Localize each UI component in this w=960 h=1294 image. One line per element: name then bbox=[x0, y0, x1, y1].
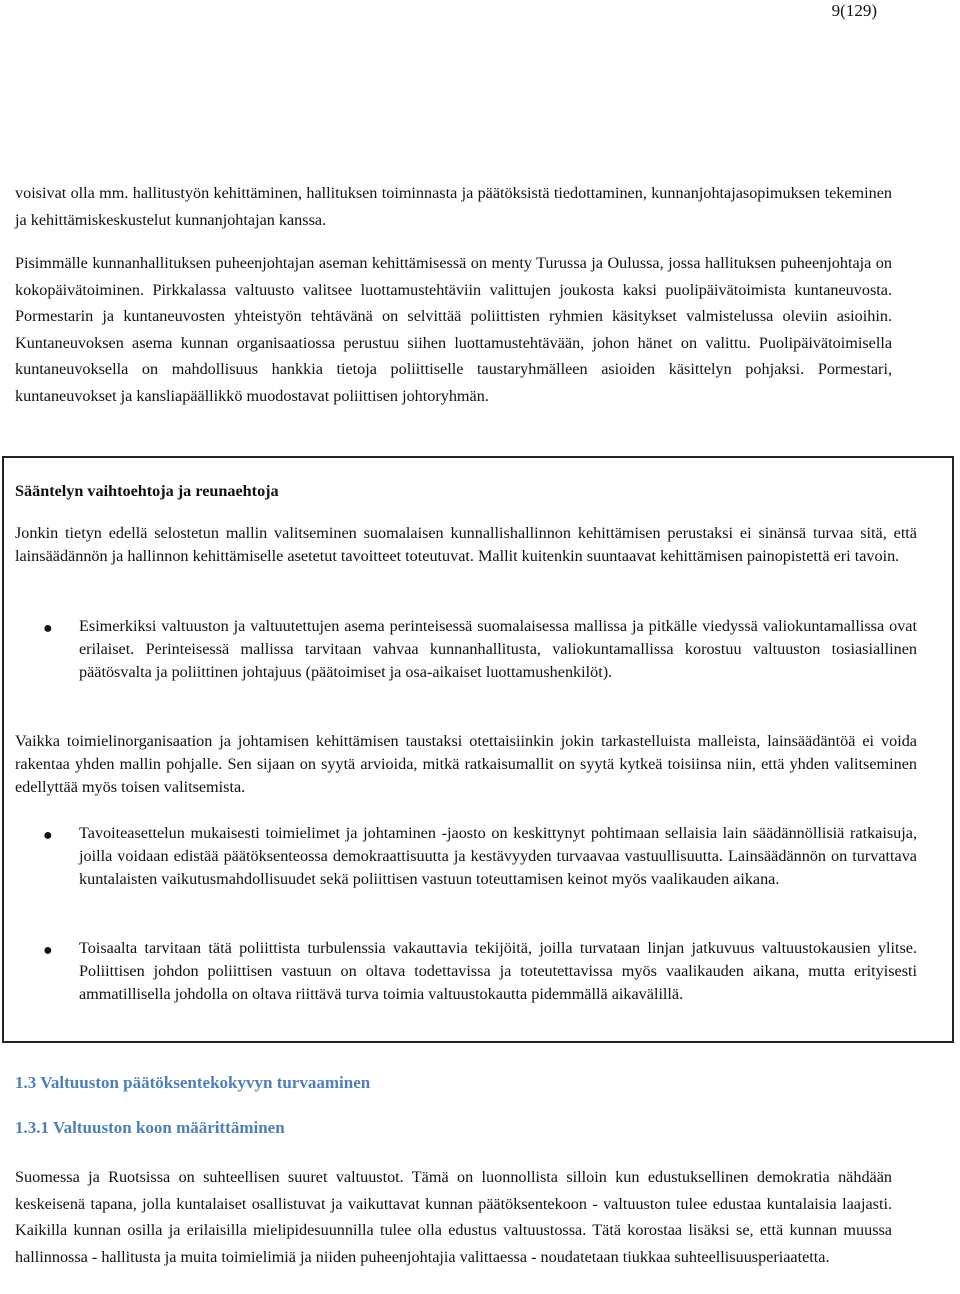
box-title: Sääntelyn vaihtoehtoja ja reunaehtoja bbox=[15, 482, 279, 500]
box-bullet-3 bbox=[15, 937, 917, 1006]
paragraph-council-size: Suomessa ja Ruotsissa on suhteellisen suuret valtuustot. Tämä on luonnollista silloin kun edustuksellinen demokratia nähdään keskeisenä tapana, jolla kuntalaiset osallistuvat ja vaikuttavat kunnan päätöksentekoon - valtuuston tulee edustaa kuntalaisia laajasti. Kaikilla kunnan osilla ja erilaisilla mielipidesuunnilla tulee olla edustus valtuustossa. Tätä korostaa lisäksi se, että kunnan muussa hallinnossa - hallitusta ja muita toimielimiä ja niiden puheenjohtajia valittaessa - noudatetaan tiukkaa suhteellisuusperiaatetta. bbox=[15, 1168, 892, 1266]
box-bullet-1 bbox=[15, 615, 917, 684]
page-number: 9(129) bbox=[831, 1, 877, 20]
section-heading-1-3-1: 1.3.1 Valtuuston koon määrittäminen bbox=[15, 1118, 285, 1137]
paragraph-chair-position: Pisimmälle kunnanhallituksen puheenjohtajan aseman kehittämisessä on menty Turussa ja Oulussa, jossa hallituksen puheenjohtaja on kokopäivätoiminen. Pirkkalassa valtuusto valitsee luottamustehtäviin valittujen joukosta kaksi puolipäivätoimista kuntaneuvosta. Pormestarin ja kuntaneuvosten yhteistyön tehtävänä on selvittää poliittisten ryhmien käsitykset valmistelussa oleviin asioihin. Kuntaneuvoksen asema kunnan organisaatiossa perustuu siihen luottamustehtävään, johon hänet on valittu. Puolipäivätoimisella kuntaneuvoksella on mahdollisuus hankkia tietoja poliittiselle taustaryhmälleen asioiden käsittelyn pohjaksi. Pormestari, kuntaneuvokset ja kansliapäällikkö muodostavat poliittisen johtoryhmän. bbox=[15, 254, 892, 405]
paragraph-continuation: voisivat olla mm. hallitustyön kehittäminen, hallituksen toiminnasta ja päätöksistä tiedottaminen, kunnanjohtajasopimuksen tekeminen ja kehittämiskeskustelut kunnanjohtajan kanssa. bbox=[15, 184, 892, 229]
section-heading-1-3: 1.3 Valtuuston päätöksentekokyvyn turvaaminen bbox=[15, 1073, 371, 1092]
bullet-1-text: Esimerkiksi valtuuston ja valtuutettujen asema perinteisessä suomalaisessa mallissa ja pitkälle viedyssä valiokuntamallissa ovat erilaiset. Perinteisessä mallissa tarvitaan vahvaa kunnanhallitusta, valiokuntamallissa korostuu valtuuston tosiasiallinen päätösvalta ja poliittinen johtajuus (päätoimiset ja osa-aikaiset luottamushenkilöt). bbox=[79, 617, 917, 681]
bullet-3-text: Toisaalta tarvitaan tätä poliittista turbulenssia vakauttavia tekijöitä, joilla turvataan linjan jatkuvuus valtuustokausien ylitse. Poliittisen johdon poliittisen vastuun on oltava todettavissa ja toteutettavissa myös vaalikauden aikana, mutta erityisesti ammatillisella johdolla on oltava riittävä turva toimia valtuustokautta pidemmällä aikavälillä. bbox=[79, 939, 917, 1003]
bullet-icon: ● bbox=[43, 827, 53, 844]
box-bullet-2 bbox=[15, 822, 917, 891]
box-middle-paragraph: Vaikka toimielinorganisaation ja johtamisen kehittämisen taustaksi otettaisiinkin jokin tarkastelluista malleista, lainsäädäntöä ei voida rakentaa yhden mallin pohjalle. Sen sijaan on syytä arvioida, mitkä ratkaisumallit on syytä kytkeä toisiinsa niin, että yhden valitseminen edellyttää myös toisen valitsemista. bbox=[15, 732, 917, 796]
box-intro-paragraph: Jonkin tietyn edellä selostetun mallin valitseminen suomalaisen kunnallishallinnon kehittämisen perustaksi ei sinänsä turvaa sitä, että lainsäädännön ja hallinnon kehittämiselle asetetut tavoitteet toteutuvat. Mallit kuitenkin suuntaavat kehittämisen painopistettä eri tavoin. bbox=[15, 524, 917, 565]
bullet-2-text: Tavoiteasettelun mukaisesti toimielimet ja johtaminen -jaosto on keskittynyt pohtimaan sellaisia lain säädännöllisiä ratkaisuja, joilla voidaan edistää päätöksenteossa demokraattisuutta ja kestävyyden turvaavaa vastuullisuutta. Lainsäädännön on turvattava kuntalaisten vaikutusmahdollisuudet sekä poliittisen vastuun toteuttamisen keinot myös vaalikauden aikana. bbox=[79, 824, 917, 888]
bullet-icon: ● bbox=[43, 942, 53, 959]
bullet-icon: ● bbox=[43, 620, 53, 637]
